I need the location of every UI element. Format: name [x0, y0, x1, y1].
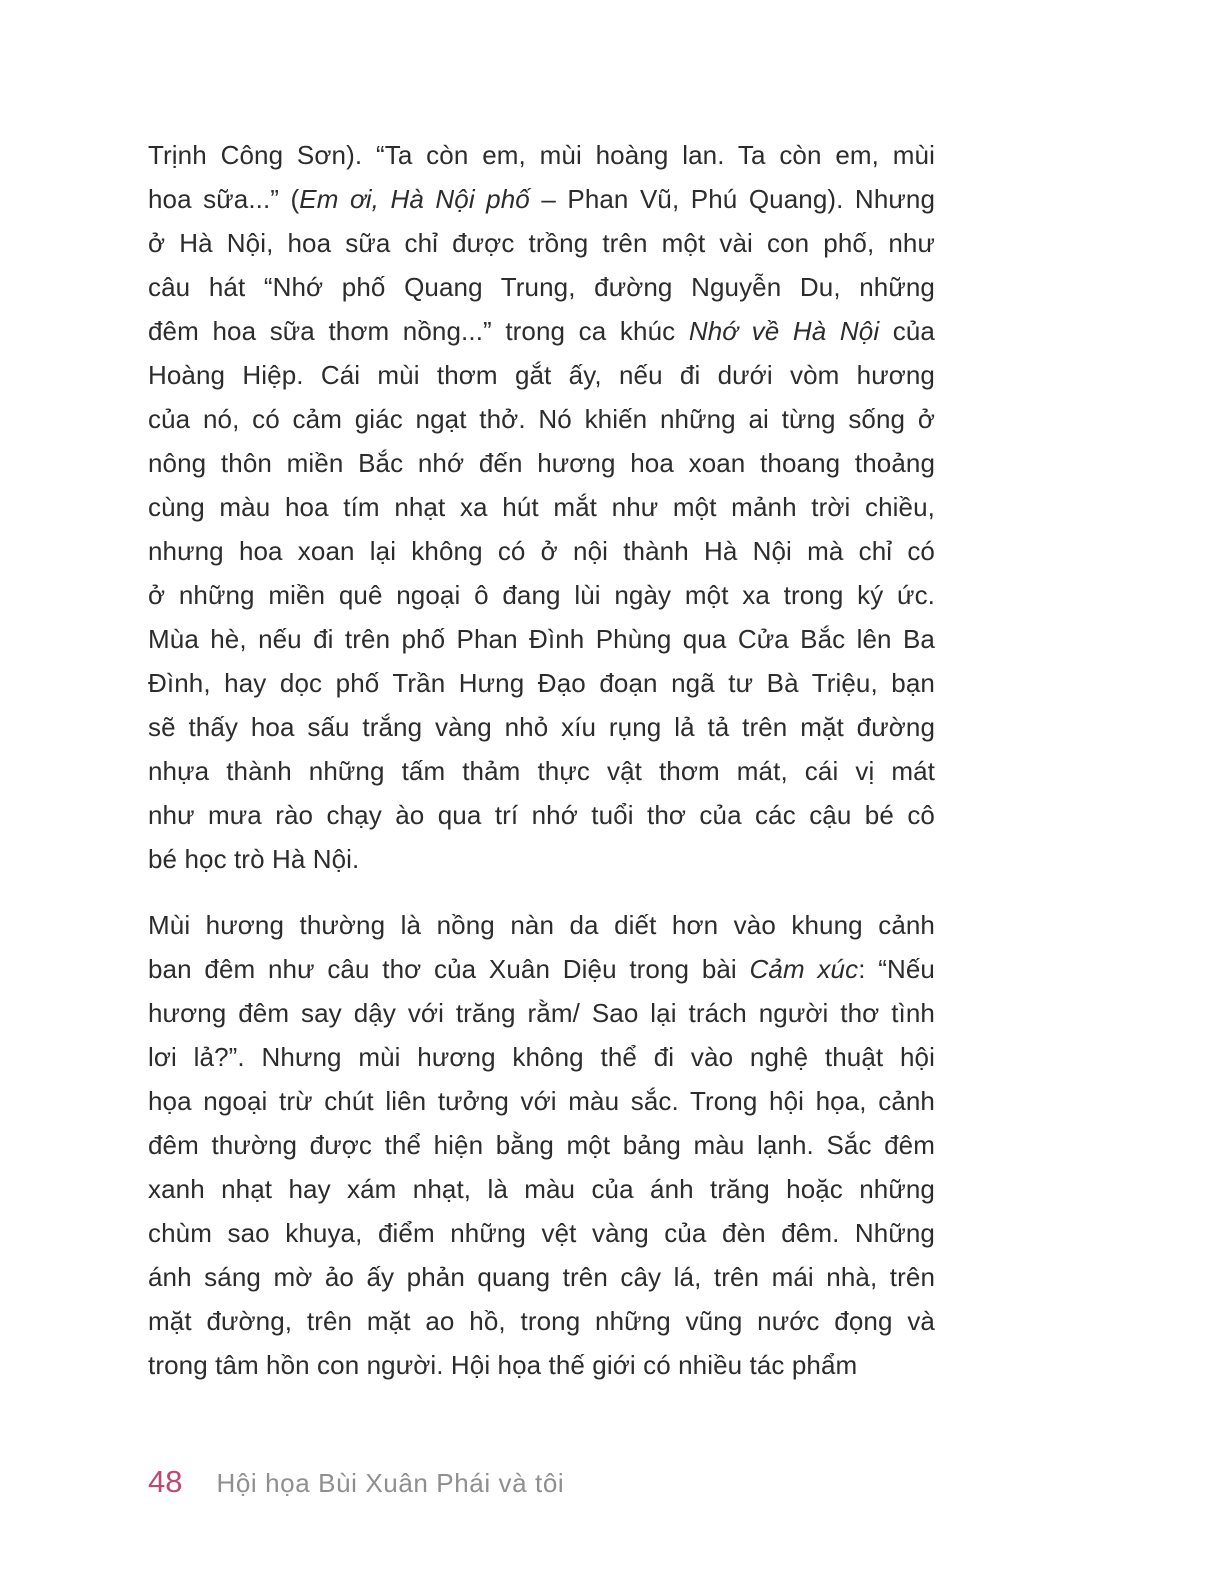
text-line [148, 265, 935, 309]
text-segment: Hoàng Hiệp. Cái mùi thơm gắt ấy, nếu đi dưới vòm hương [148, 360, 935, 390]
text-segment: đêm thường được thể hiện bằng một bảng màu lạnh. Sắc đêm [148, 1130, 935, 1160]
text-segment: mặt đường, trên mặt ao hồ, trong những vũng nước đọng và [148, 1306, 935, 1336]
text-line [148, 1299, 935, 1343]
text-line [148, 661, 935, 705]
text-segment: họa ngoại trừ chút liên tưởng với màu sắc. Trong hội họa, cảnh [148, 1086, 935, 1116]
page-text-block [148, 133, 935, 1387]
text-segment: chùm sao khuya, điểm những vệt vàng của đèn đêm. Những [148, 1218, 935, 1248]
text-segment: ở Hà Nội, hoa sữa chỉ được trồng trên một vài con phố, như [148, 228, 935, 258]
text-segment: ban đêm như câu thơ của Xuân Diệu trong bài [148, 954, 750, 984]
text-line [148, 309, 935, 353]
text-line [148, 947, 935, 991]
page-number: 48 [148, 1464, 183, 1499]
text-line [148, 1079, 935, 1123]
text-line [148, 793, 935, 837]
text-line [148, 1255, 935, 1299]
text-line [148, 1123, 935, 1167]
text-line [148, 1343, 935, 1387]
text-segment: Mùi hương thường là nồng nàn da diết hơn vào khung cảnh [148, 910, 935, 940]
text-segment: ở những miền quê ngoại ô đang lùi ngày một xa trong ký ức. [148, 580, 935, 610]
italic-text-segment: Nhớ về Hà Nội [688, 316, 880, 346]
text-line [148, 133, 935, 177]
text-line [148, 441, 935, 485]
text-line [148, 903, 935, 947]
text-segment: nhựa thành những tấm thảm thực vật thơm mát, cái vị mát [148, 756, 935, 786]
text-segment: hoa sữa...” ( [148, 184, 300, 214]
text-segment: của [879, 316, 935, 346]
text-segment: như mưa rào chạy ào qua trí nhớ tuổi thơ của các cậu bé cô [148, 800, 935, 830]
text-segment: ánh sáng mờ ảo ấy phản quang trên cây lá, trên mái nhà, trên [148, 1262, 935, 1292]
text-segment: lơi lả?”. Nhưng mùi hương không thể đi vào nghệ thuật hội [148, 1042, 935, 1072]
text-line [148, 1211, 935, 1255]
text-line [148, 485, 935, 529]
text-line [148, 1035, 935, 1079]
text-line [148, 353, 935, 397]
italic-text-segment: Cảm xúc [749, 954, 859, 984]
text-line [148, 837, 935, 881]
text-segment: : “Nếu [858, 954, 935, 984]
text-line [148, 573, 935, 617]
text-segment: nhưng hoa xoan lại không có ở nội thành Hà Nội mà chỉ có [148, 536, 935, 566]
text-segment: bé học trò Hà Nội. [148, 844, 360, 874]
text-segment: trong tâm hồn con người. Hội họa thế giới có nhiều tác phẩm [148, 1350, 858, 1380]
text-segment: của nó, có cảm giác ngạt thở. Nó khiến những ai từng sống ở [148, 404, 935, 434]
text-segment: – Phan Vũ, Phú Quang). Nhưng [529, 184, 935, 214]
text-line [148, 617, 935, 661]
text-line [148, 397, 935, 441]
text-segment: Mùa hè, nếu đi trên phố Phan Đình Phùng qua Cửa Bắc lên Ba [148, 624, 935, 654]
text-line [148, 1167, 935, 1211]
text-segment: nông thôn miền Bắc nhớ đến hương hoa xoan thoang thoảng [148, 448, 935, 478]
paragraph [148, 133, 935, 881]
paragraph [148, 903, 935, 1387]
text-line [148, 705, 935, 749]
text-segment: sẽ thấy hoa sấu trắng vàng nhỏ xíu rụng lả tả trên mặt đường [148, 712, 935, 742]
text-segment: Đình, hay dọc phố Trần Hưng Đạo đoạn ngã tư Bà Triệu, bạn [148, 668, 935, 698]
book-title: Hội họa Bùi Xuân Phái và tôi [216, 1468, 565, 1498]
text-line [148, 991, 935, 1035]
text-line [148, 749, 935, 793]
text-segment: hương đêm say dậy với trăng rằm/ Sao lại trách người thơ tình [148, 998, 935, 1028]
text-segment: xanh nhạt hay xám nhạt, là màu của ánh trăng hoặc những [148, 1174, 935, 1204]
text-line [148, 177, 935, 221]
text-segment: câu hát “Nhớ phố Quang Trung, đường Nguyễn Du, những [148, 272, 935, 302]
text-segment: đêm hoa sữa thơm nồng...” trong ca khúc [148, 316, 689, 346]
text-segment: cùng màu hoa tím nhạt xa hút mắt như một mảnh trời chiều, [148, 492, 935, 522]
text-segment: Trịnh Công Sơn). “Ta còn em, mùi hoàng lan. Ta còn em, mùi [148, 140, 935, 170]
text-line [148, 221, 935, 265]
italic-text-segment: Em ơi, Hà Nội phố [299, 184, 530, 214]
text-line [148, 529, 935, 573]
page-footer [148, 1462, 564, 1503]
